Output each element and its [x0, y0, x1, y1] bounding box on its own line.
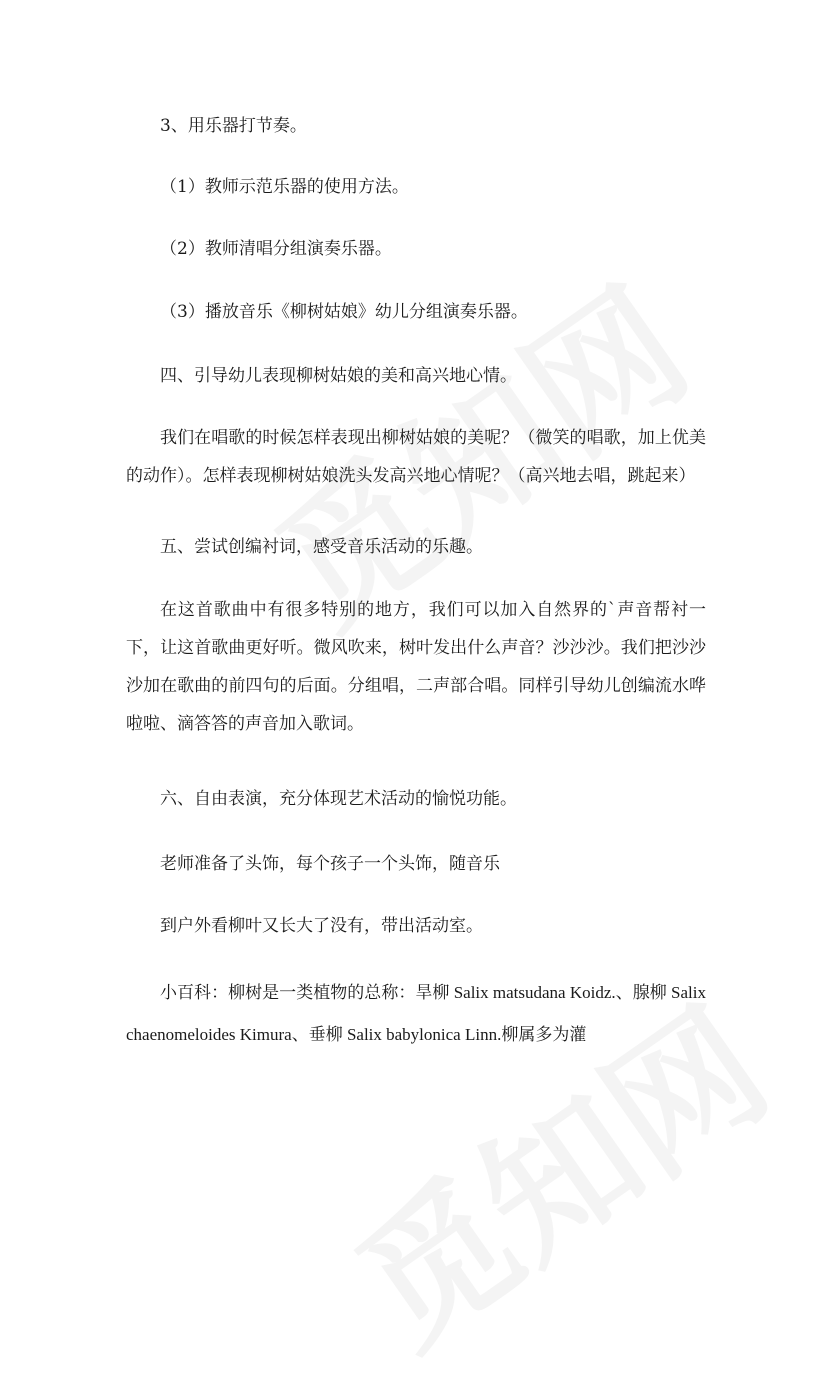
paragraph-step-3: 3、用乐器打节奏。: [160, 116, 307, 136]
paragraph-step-3-2: （2）教师清唱分组演奏乐器。: [160, 239, 392, 259]
heading-section-6: 六、自由表演，充分体现艺术活动的愉悦功能。: [160, 789, 517, 809]
paragraph-section-5-body: 在这首歌曲中有很多特别的地方，我们可以加入自然界的`声音帮衬一下，让这首歌曲更好听。微风吹来，树叶发出什么声音？沙沙沙。我们把沙沙沙加在歌曲的前四句的后面。分组唱，二声部合唱。同样引导幼儿创编流水哗啦啦、滴答答的声音加入歌词。: [126, 600, 706, 734]
paragraph-encyclopedia: 小百科：柳树是一类植物的总称：旱柳 Salix matsudana Koidz.、腺柳 Salix chaenomeloides Kimura、垂柳 Salix babylonica Linn.柳属多为灌: [126, 983, 706, 1044]
heading-section-5: 五、尝试创编衬词，感受音乐活动的乐趣。: [160, 537, 483, 557]
heading-section-4: 四、引导幼儿表现柳树姑娘的美和高兴地心情。: [160, 366, 517, 386]
paragraph-step-3-3: （3）播放音乐《柳树姑娘》幼儿分组演奏乐器。: [160, 302, 528, 322]
paragraph-outdoor: 到户外看柳叶又长大了没有，带出活动室。: [160, 916, 483, 936]
paragraph-section-6-body: 老师准备了头饰，每个孩子一个头饰，随音乐: [160, 854, 500, 874]
paragraph-step-3-1: （1）教师示范乐器的使用方法。: [160, 177, 409, 197]
paragraph-section-4-body: 我们在唱歌的时候怎样表现出柳树姑娘的美呢？（微笑的唱歌，加上优美的动作）。怎样表现柳树姑娘洗头发高兴地心情呢？（高兴地去唱，跳起来）: [126, 428, 706, 486]
